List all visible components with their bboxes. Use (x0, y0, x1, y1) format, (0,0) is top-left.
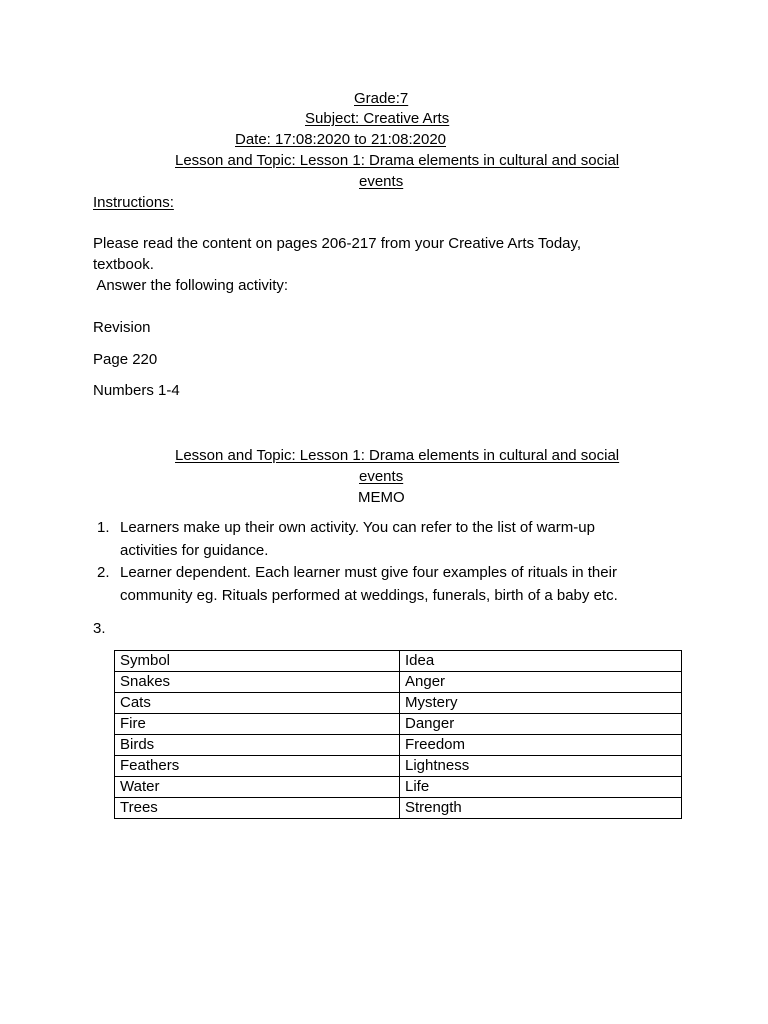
table-cell: Snakes (115, 672, 400, 693)
table-cell: Strength (400, 798, 682, 819)
memo-answer-number: 2. (97, 564, 110, 581)
table-row (115, 798, 682, 819)
table-cell: Anger (400, 672, 682, 693)
memo-answer-text-line-2: community eg. Rituals performed at weddings, funerals, birth of a baby etc. (120, 586, 618, 604)
table-cell: Trees (115, 798, 400, 819)
memo-answer-item (93, 562, 693, 607)
memo-answer-text-line-2: activities for guidance. (120, 541, 269, 559)
table-cell: Feathers (115, 756, 400, 777)
table-row (115, 672, 682, 693)
memo-answer-item (93, 517, 693, 562)
table-row (115, 777, 682, 798)
memo-answer-number: 1. (97, 519, 110, 536)
table-row (115, 714, 682, 735)
numbers-reference: Numbers 1-4 (93, 382, 180, 399)
table-cell: Lightness (400, 756, 682, 777)
memo-title: MEMO (358, 489, 405, 506)
table-cell: Water (115, 777, 400, 798)
instructions-answer-line: Answer the following activity: (93, 277, 289, 294)
page-reference: Page 220 (93, 351, 158, 368)
table-row (115, 693, 682, 714)
memo-lesson-topic-line-1: Lesson and Topic: Lesson 1: Drama elements in cultural and social (175, 447, 620, 464)
memo-lesson-topic-line-2: events (359, 468, 404, 485)
table-cell: Freedom (400, 735, 682, 756)
table-cell: Birds (115, 735, 400, 756)
table-row (115, 651, 682, 672)
memo-answer-list (93, 517, 693, 607)
memo-answer-3-number: 3. (93, 620, 106, 637)
instructions-heading: Instructions: (93, 194, 174, 211)
instructions-read-line-1: Please read the content on pages 206-217 from your Creative Arts Today, (93, 235, 582, 252)
table-cell: Life (400, 777, 682, 798)
table-cell: Symbol (115, 651, 400, 672)
table-cell: Cats (115, 693, 400, 714)
table-cell: Idea (400, 651, 682, 672)
date-line: Date: 17:08:2020 to 21:08:2020 (235, 131, 447, 148)
table-cell: Fire (115, 714, 400, 735)
lesson-topic-line-1: Lesson and Topic: Lesson 1: Drama elements in cultural and social (175, 152, 620, 169)
lesson-topic-line-2: events (359, 173, 404, 190)
table-row (115, 756, 682, 777)
memo-answer-text-line-1: Learner dependent. Each learner must give four examples of rituals in their (120, 564, 617, 581)
instructions-read-line-2: textbook. (93, 256, 154, 273)
table-cell: Danger (400, 714, 682, 735)
subject-line: Subject: Creative Arts (305, 110, 450, 127)
table-cell: Mystery (400, 693, 682, 714)
revision-label: Revision (93, 319, 151, 336)
symbol-idea-table (114, 650, 682, 819)
table-row (115, 735, 682, 756)
grade-line: Grade:7 (354, 90, 409, 107)
memo-answer-text-line-1: Learners make up their own activity. You can refer to the list of warm-up (120, 519, 595, 536)
